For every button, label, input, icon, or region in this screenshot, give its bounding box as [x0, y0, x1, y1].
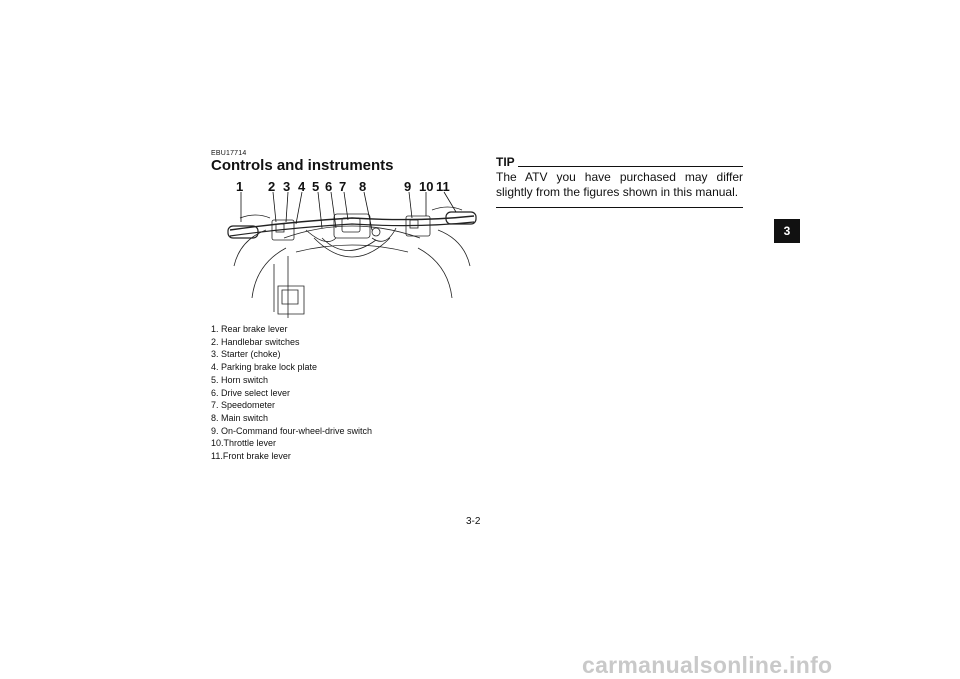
callout-1: 1	[236, 179, 244, 194]
tip-label: TIP	[496, 155, 515, 169]
caption-item: 11.Front brake lever	[211, 451, 291, 462]
tip-bottom-rule	[496, 207, 743, 208]
watermark: carmanualsonline.info	[582, 652, 833, 678]
tip-rule	[518, 166, 743, 167]
caption-item: 6. Drive select lever	[211, 387, 291, 398]
caption-item: 3. Starter (choke)	[211, 349, 281, 360]
caption-item: 8. Main switch	[211, 412, 269, 423]
callout-8: 8	[359, 179, 367, 194]
chapter-tab: 3	[774, 219, 800, 243]
callout-3: 3	[283, 179, 291, 194]
tip-header	[496, 155, 743, 169]
callout-10: 10	[419, 179, 434, 194]
figure-caption-list	[211, 323, 372, 463]
caption-item: 10.Throttle lever	[211, 438, 277, 449]
callout-11: 11	[436, 179, 450, 194]
caption-item: 5. Horn switch	[211, 374, 269, 385]
caption-item: 2. Handlebar switches	[211, 336, 300, 347]
atv-handlebar-illustration	[226, 178, 478, 318]
callout-4: 4	[298, 179, 306, 194]
callout-2: 2	[268, 179, 276, 194]
tip-text: The ATV you have purchased may differ slightly from the figures shown in this manual.	[496, 170, 743, 199]
caption-item: 9. On-Command four-wheel-drive switch	[211, 425, 373, 436]
section-title: Controls and instruments	[211, 157, 394, 174]
section-code: EBU17714	[211, 150, 247, 157]
tip-box	[496, 155, 743, 208]
callout-9: 9	[404, 179, 412, 194]
caption-item: 7. Speedometer	[211, 400, 276, 411]
callout-6: 6	[325, 179, 333, 194]
callout-7: 7	[339, 179, 347, 194]
caption-item: 1. Rear brake lever	[211, 324, 288, 334]
page-number: 3-2	[466, 516, 481, 527]
caption-item: 4. Parking brake lock plate	[211, 362, 318, 373]
callout-5: 5	[312, 179, 320, 194]
